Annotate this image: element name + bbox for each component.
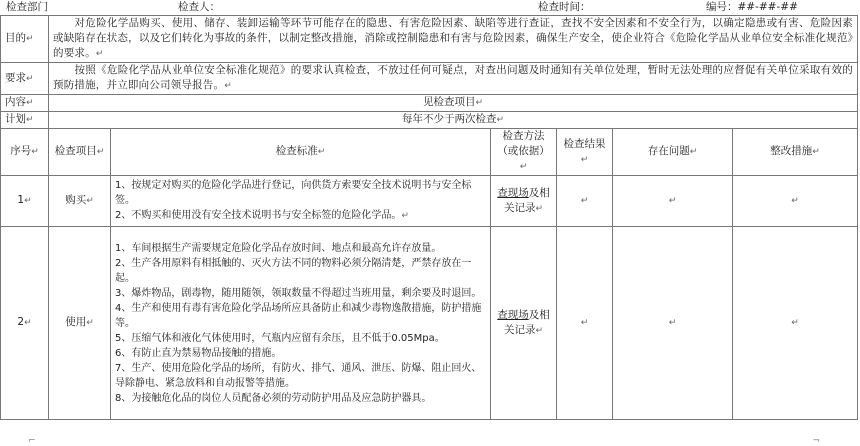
purpose-row: [1, 16, 858, 63]
standard-line: 2、生产各用原料有相抵触的、灭火方法不同的物料必须分隔清楚，严禁存放在一起。: [115, 257, 472, 284]
purpose-text: 对危险化学品购买、使用、储存、装卸运输等环节可能存在的隐患、有害危险因素、缺陷等进行查证，查找不安全因素和不安全行为，以确定隐患或有害、危险因素或缺陷存在状态，以及它们转化为事故的条件，以制定整改措施，消除或控制隐患和有害与危险因素，确保生产安全，使企业符合《危险化学品从业单位安全标准化规范》的要求。↵: [49, 16, 858, 63]
row-method: 查现场及相关记录↵: [491, 176, 557, 227]
plan-row: [1, 112, 858, 129]
col-item: 检查项目↵: [49, 129, 111, 176]
row-seq: 2↵: [1, 227, 49, 420]
standard-line: 2、不购买和使用没有安全技术说明书与安全标签的危险化学品。↵: [115, 210, 409, 221]
standard-line: 5、压缩气体和液化气体使用时，气瓶内应留有余压，且不低于0.05Mpa。: [115, 332, 445, 344]
table-row: [1, 176, 858, 227]
corner-mark-right: ¬: [812, 436, 820, 446]
row-rectify[interactable]: ↵: [733, 176, 858, 227]
standard-line: 1、车间根据生产需要规定危险化学品存放时间、地点和最高允许存放量。: [115, 242, 442, 254]
plan-label: 计划↵: [1, 112, 49, 129]
method-link[interactable]: 查现场: [497, 308, 529, 321]
content-row: [1, 95, 858, 112]
inspection-table: [0, 15, 858, 420]
col-method: 检查方法（或依据）↵: [491, 129, 557, 176]
standard-line: 4、生产和使用有毒有害危险化学品场所应具备防止和减少毒物逸散措施，防护措施等。: [115, 302, 482, 329]
standard-line: 3、爆炸物品，剧毒物，随用随领，领取数量不得超过当班用量，剩余要及时退回。: [115, 287, 482, 299]
col-problem: 存在问题↵: [613, 129, 733, 176]
row-standards: [111, 227, 491, 420]
page-corner-marks: [0, 436, 860, 446]
row-problem[interactable]: ↵: [613, 176, 733, 227]
row-item: 购买↵: [49, 176, 111, 227]
method-link[interactable]: 查现场: [497, 186, 529, 199]
purpose-label: 目的↵: [1, 16, 49, 63]
requirement-text: 按照《危险化学品从业单位安全标准化规范》的要求认真检查，不放过任何可疑点，对查出问题及时通知有关单位处理，暂时无法处理的应督促有关单位采取有效的预防措施，并立即向公司领导报告。↵: [49, 63, 858, 95]
form-header: [0, 0, 860, 15]
row-rectify[interactable]: ↵: [733, 227, 858, 420]
col-result: 检查结果↵: [557, 129, 613, 176]
standard-line: 7、生产、使用危险化学品的场所，有防火、排气、通风、泄压、防爆、阻止回火、导除静电、紧急放料和自动报警等措施。: [115, 362, 482, 389]
header-dept: 检查部门: [6, 1, 48, 13]
column-header-row: [1, 129, 858, 176]
standard-line: 6、有防止直为禁易物品接触的措施。: [115, 347, 282, 359]
row-item: 使用↵: [49, 227, 111, 420]
requirement-label: 要求↵: [1, 63, 49, 95]
corner-mark-left: ⌐: [28, 436, 36, 446]
plan-text: 每年不少于两次检查↵: [49, 112, 858, 129]
content-label: 内容↵: [1, 95, 49, 112]
row-result[interactable]: ↵: [557, 176, 613, 227]
standard-line: 8、为接触危化品的岗位人员配备必须的劳动防护用品及应急防护器具。: [115, 392, 432, 404]
table-row: [1, 227, 858, 420]
col-rectify: 整改措施↵: [733, 129, 858, 176]
row-result[interactable]: ↵: [557, 227, 613, 420]
row-problem[interactable]: ↵: [613, 227, 733, 420]
standard-line: 1、按规定对购买的危险化学品进行登记，向供货方索要安全技术说明书与安全标签。: [115, 180, 472, 206]
col-seq: 序号↵: [1, 129, 49, 176]
row-standards: [111, 176, 491, 227]
header-inspector: 检查人：: [178, 1, 220, 13]
header-number: 编号：##-##-##: [706, 1, 798, 13]
content-text: 见检查项目↵: [49, 95, 858, 112]
row-method: 查现场及相关记录↵: [491, 227, 557, 420]
header-time: 检查时间：: [538, 1, 591, 13]
col-standard: 检查标准↵: [111, 129, 491, 176]
requirement-row: [1, 63, 858, 95]
row-seq: 1↵: [1, 176, 49, 227]
